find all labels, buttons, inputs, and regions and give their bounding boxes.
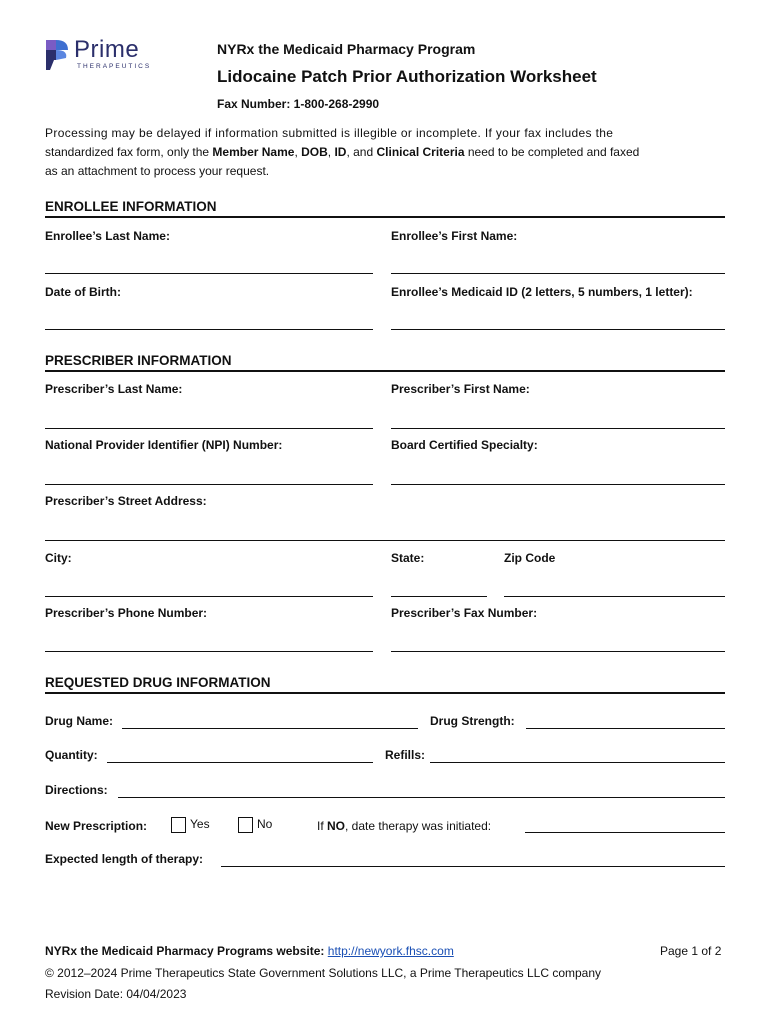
prime-logo [44, 38, 164, 74]
yes-option[interactable] [171, 817, 210, 833]
street-address-field[interactable] [45, 540, 725, 541]
intro-text-part: , and [346, 145, 377, 159]
drug-strength-label: Drug Strength: [430, 714, 515, 728]
page-number: Page 1 of 2 [660, 944, 722, 958]
prime-logo-mark-icon [44, 38, 70, 72]
intro-keyword: ID [334, 145, 347, 159]
copyright: © 2012–2024 Prime Therapeutics State Government Solutions LLC, a Prime Therapeutics LLC company [45, 966, 602, 980]
yes-label: Yes [190, 817, 210, 832]
refills-label: Refills: [385, 748, 426, 762]
date-initiated-text: If [317, 819, 328, 833]
prescriber-section-heading: PRESCRIBER INFORMATION [45, 353, 725, 372]
zip-label: Zip Code [504, 551, 556, 565]
phone-field[interactable] [45, 651, 373, 652]
quantity-row [45, 748, 725, 764]
enrollee-first-name-field[interactable] [391, 273, 725, 274]
date-initiated-text: , date therapy was initiated: [345, 819, 492, 833]
prescriber-last-name-label: Prescriber’s Last Name: [45, 382, 183, 396]
quantity-field[interactable] [107, 762, 373, 763]
dob-field[interactable] [45, 329, 373, 330]
directions-label: Directions: [45, 783, 108, 797]
date-initiated-field[interactable] [525, 832, 725, 833]
therapy-length-field[interactable] [221, 866, 725, 867]
prescriber-first-name-label: Prescriber’s First Name: [391, 382, 530, 396]
state-field[interactable] [391, 596, 487, 597]
yes-checkbox[interactable] [171, 817, 186, 833]
city-label: City: [45, 551, 72, 565]
footer-website [45, 944, 454, 958]
fax-label: Prescriber’s Fax Number: [391, 606, 538, 620]
prescriber-first-name-field[interactable] [391, 428, 725, 429]
zip-field[interactable] [504, 596, 725, 597]
quantity-label: Quantity: [45, 748, 98, 762]
drug-name-label: Drug Name: [45, 714, 114, 728]
intro-text-part: , [327, 145, 335, 159]
intro-line-2 [45, 143, 735, 162]
street-address-label: Prescriber’s Street Address: [45, 494, 207, 508]
no-option[interactable] [238, 817, 272, 833]
specialty-field[interactable] [391, 484, 725, 485]
footer-website-link[interactable]: http://newyork.fhsc.com [327, 944, 454, 958]
dob-label: Date of Birth: [45, 285, 121, 299]
intro-text [45, 124, 735, 181]
state-label: State: [391, 551, 425, 565]
fax-number: Fax Number: 1-800-268-2990 [217, 97, 380, 111]
program-name: NYRx the Medicaid Pharmacy Program [217, 41, 476, 57]
directions-row [45, 783, 725, 799]
enrollee-first-name-label: Enrollee’s First Name: [391, 229, 518, 243]
date-initiated-no-keyword: NO [327, 819, 346, 833]
prime-logo-wordmark: Prime [74, 36, 140, 63]
enrollee-section-heading: ENROLLEE INFORMATION [45, 199, 725, 218]
fax-field[interactable] [391, 651, 725, 652]
drug-name-row [45, 714, 725, 730]
refills-field[interactable] [430, 762, 725, 763]
drug-name-field[interactable] [122, 728, 418, 729]
drug-section-heading: REQUESTED DRUG INFORMATION [45, 675, 725, 694]
specialty-label: Board Certified Specialty: [391, 438, 538, 452]
intro-keyword: Clinical Criteria [376, 145, 465, 159]
intro-keyword: Member Name [212, 145, 295, 159]
enrollee-last-name-field[interactable] [45, 273, 373, 274]
intro-text-part: standardized fax form, only the [45, 145, 213, 159]
intro-line-3: as an attachment to process your request. [45, 164, 270, 178]
revision-date: Revision Date: 04/04/2023 [45, 987, 187, 1001]
medicaid-id-label: Enrollee’s Medicaid ID (2 letters, 5 numbers, 1 letter): [391, 285, 693, 299]
page-title: Lidocaine Patch Prior Authorization Worksheet [217, 67, 597, 86]
no-checkbox[interactable] [238, 817, 253, 833]
intro-keyword: DOB [301, 145, 328, 159]
intro-text-part: need to be completed and faxed [464, 145, 640, 159]
no-label: No [257, 817, 273, 832]
therapy-length-row [45, 852, 725, 868]
npi-field[interactable] [45, 484, 373, 485]
npi-label: National Provider Identifier (NPI) Number: [45, 438, 283, 452]
directions-field[interactable] [118, 797, 725, 798]
new-prescription-label: New Prescription: [45, 819, 148, 833]
enrollee-last-name-label: Enrollee’s Last Name: [45, 229, 170, 243]
prime-logo-tagline: THERAPEUTICS [77, 63, 152, 70]
medicaid-id-field[interactable] [391, 329, 725, 330]
intro-line-1: Processing may be delayed if information submitted is illegible or incomplete. If your fax includes the [45, 126, 614, 140]
city-field[interactable] [45, 596, 373, 597]
drug-strength-field[interactable] [526, 728, 725, 729]
prescriber-last-name-field[interactable] [45, 428, 373, 429]
footer-website-label: NYRx the Medicaid Pharmacy Programs website: [45, 944, 328, 958]
new-prescription-row [45, 817, 725, 835]
therapy-length-label: Expected length of therapy: [45, 852, 204, 866]
date-initiated-label [317, 819, 491, 833]
intro-text-part: , [294, 145, 302, 159]
phone-label: Prescriber’s Phone Number: [45, 606, 208, 620]
